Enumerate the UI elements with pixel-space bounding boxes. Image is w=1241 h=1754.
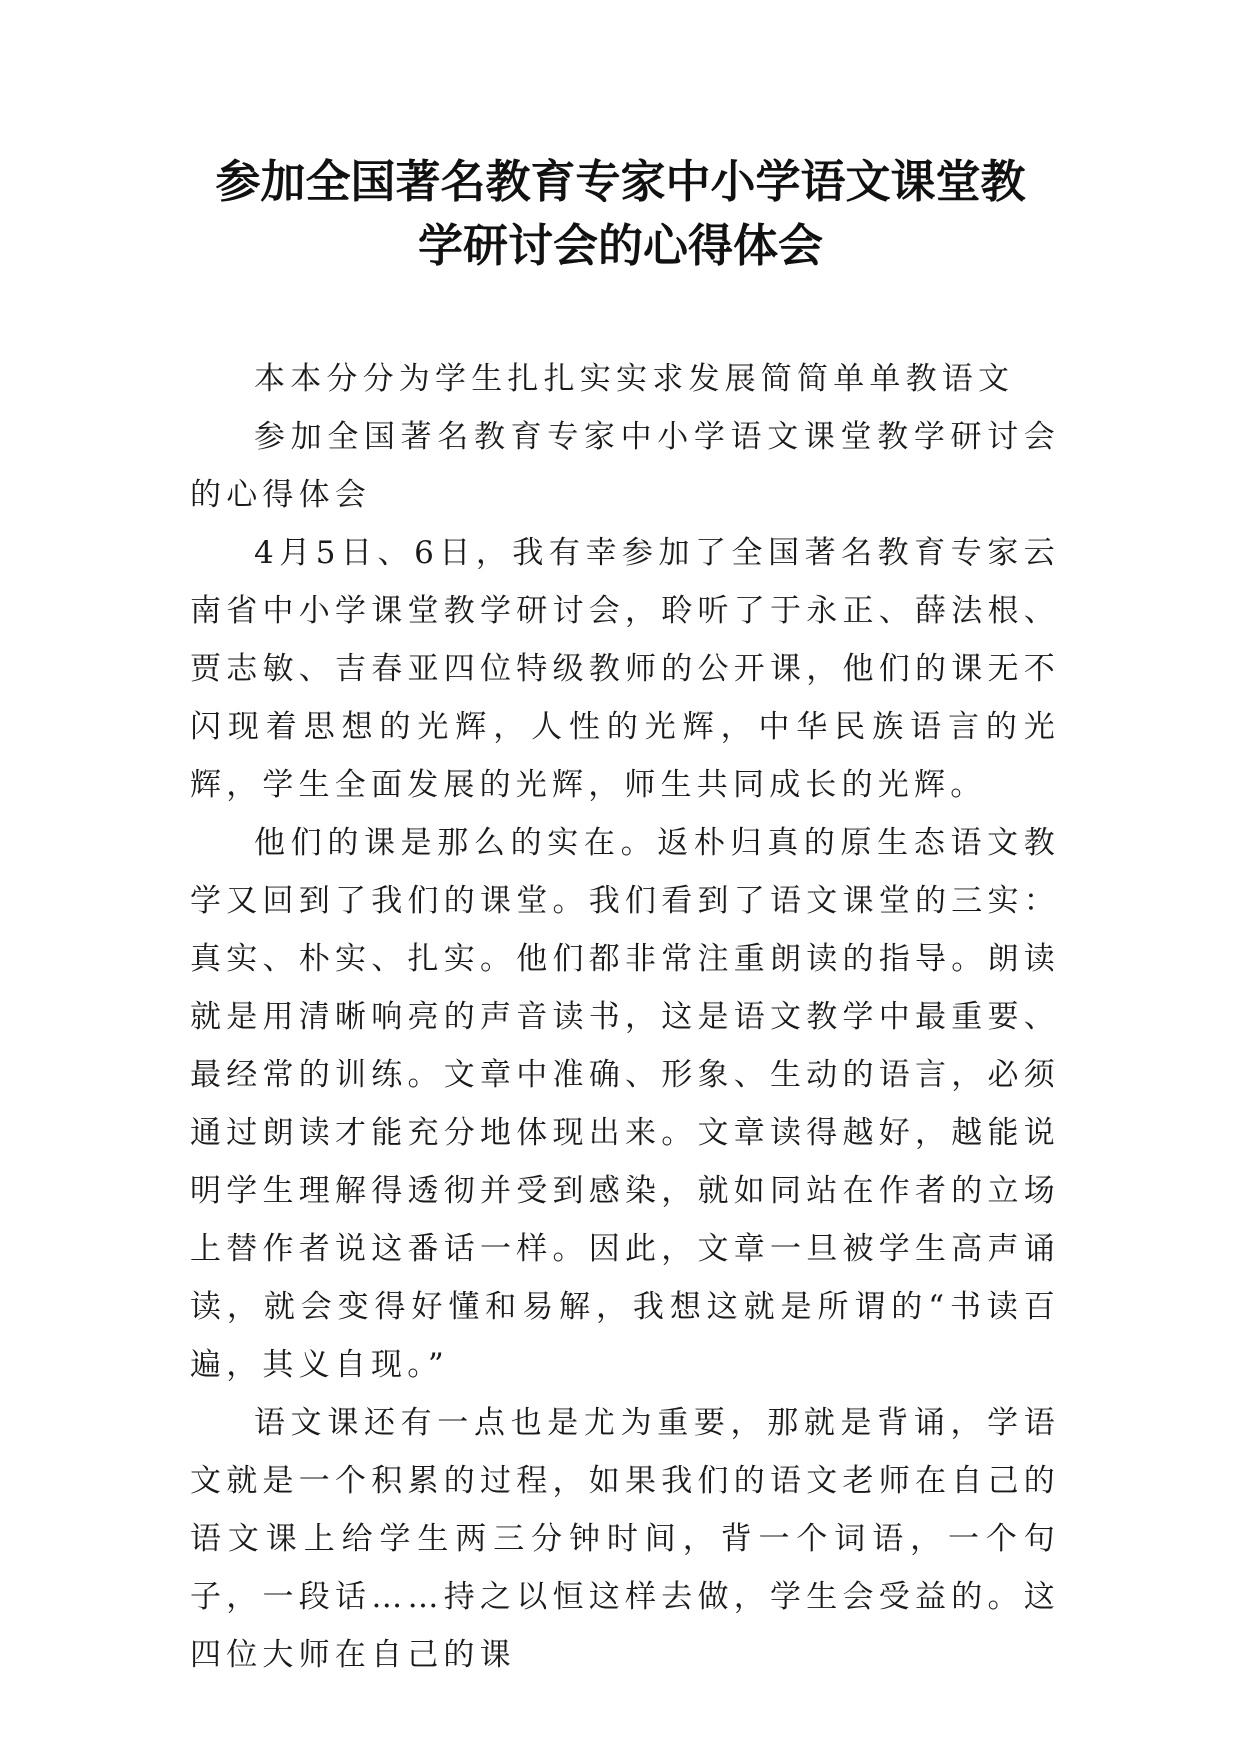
paragraph-recitation: 语文课还有一点也是尤为重要，那就是背诵，学语文就是一个积累的过程，如果我们的语文老师在自己的语文课上给学生两三分钟时间，背一个词语，一个句子，一段话……持之以恒这样去做，学生会受益的。这四位大师在自己的课 [190, 1405, 1060, 1673]
title-line-1: 参加全国著名教育专家中小学语文课堂教 [215, 155, 1026, 208]
paragraph-intro: 4月5日、6日，我有幸参加了全国著名教育专家云南省中小学课堂教学研讨会，聆听了于永正、薛法根、贾志敏、吉春亚四位特级教师的公开课，他们的课无不闪现着思想的光辉，人性的光辉，中华民族语言的光辉，学生全面发展的光辉，师生共同成长的光辉。 [190, 535, 1060, 803]
title-line-2: 学研讨会的心得体会 [417, 219, 823, 272]
document-title [150, 150, 1091, 278]
paragraph-reading: 他们的课是那么的实在。返朴归真的原生态语文教学又回到了我们的课堂。我们看到了语文课堂的三实：真实、朴实、扎实。他们都非常注重朗读的指导。朗读就是用清晰响亮的声音读书，这是语文教学中最重要、最经常的训练。文章中准确、形象、生动的语言，必须通过朗读才能充分地体现出来。文章读得越好，越能说明学生理解得透彻并受到感染，就如同站在作者的立场上替作者说这番话一样。因此，文章一旦被学生高声诵读，就会变得好懂和易解，我想这就是所谓的“书读百遍，其义自现。” [190, 825, 1060, 1383]
paragraph-heading-repeat: 参加全国著名教育专家中小学语文课堂教学研讨会的心得体会 [190, 419, 1060, 513]
paragraph-subtitle: 本本分分为学生扎扎实实求发展简简单单教语文 [254, 361, 1015, 397]
document-body [190, 350, 1060, 1684]
